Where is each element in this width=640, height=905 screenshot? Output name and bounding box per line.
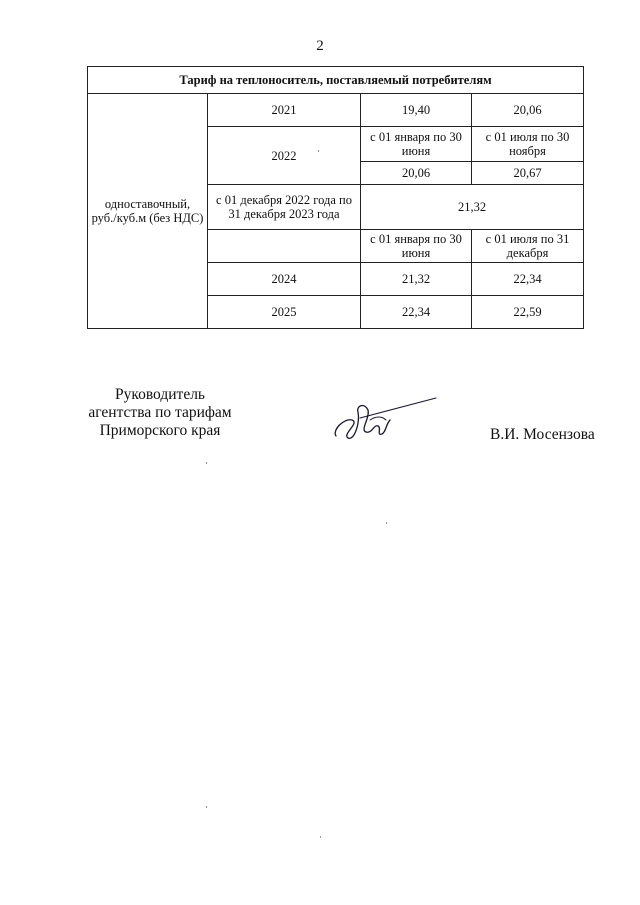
table-header: Тариф на теплоноситель, поставляемый потребителям: [88, 67, 584, 94]
period-cell: с 01 декабря 2022 года по 31 декабря 2023 года: [208, 185, 361, 230]
tariff-category-cell: одноставочный, руб./куб.м (без НДС): [88, 94, 208, 329]
value-cell: 20,06: [472, 94, 584, 127]
signatory-position-line: Приморского края: [99, 422, 221, 439]
period-label-cell: с 01 января по 30 июня: [361, 230, 472, 263]
value-cell: 19,40: [361, 94, 472, 127]
scan-speck: [320, 836, 321, 838]
year-cell: 2021: [208, 94, 361, 127]
empty-cell: [208, 230, 361, 263]
year-cell: 2025: [208, 296, 361, 329]
year-cell: 2024: [208, 263, 361, 296]
scan-speck: [206, 462, 207, 464]
scan-speck: [318, 150, 319, 152]
value-cell: 20,06: [361, 162, 472, 185]
value-cell: 22,34: [361, 296, 472, 329]
signatory-position: [70, 386, 250, 440]
table-header-row: [88, 67, 584, 94]
signatory-position-line: агентства по тарифам: [88, 404, 232, 421]
tariff-table: [87, 66, 584, 329]
value-cell: 20,67: [472, 162, 584, 185]
scan-speck: [206, 806, 207, 808]
value-cell: 21,32: [361, 263, 472, 296]
period-label-cell: с 01 января по 30 июня: [361, 127, 472, 162]
table-row: [88, 94, 584, 127]
period-label-cell: с 01 июля по 30 ноября: [472, 127, 584, 162]
period-label-cell: с 01 июля по 31 декабря: [472, 230, 584, 263]
year-cell: 2022: [208, 127, 361, 185]
page-number: 2: [316, 38, 324, 54]
value-cell: 22,59: [472, 296, 584, 329]
value-cell: 22,34: [472, 263, 584, 296]
handwritten-signature: [330, 390, 450, 450]
signatory-position-line: Руководитель: [114, 386, 206, 403]
signatory-name: В.И. Мосензова: [490, 426, 595, 443]
scan-speck: [386, 522, 387, 524]
value-cell: 21,32: [361, 185, 584, 230]
